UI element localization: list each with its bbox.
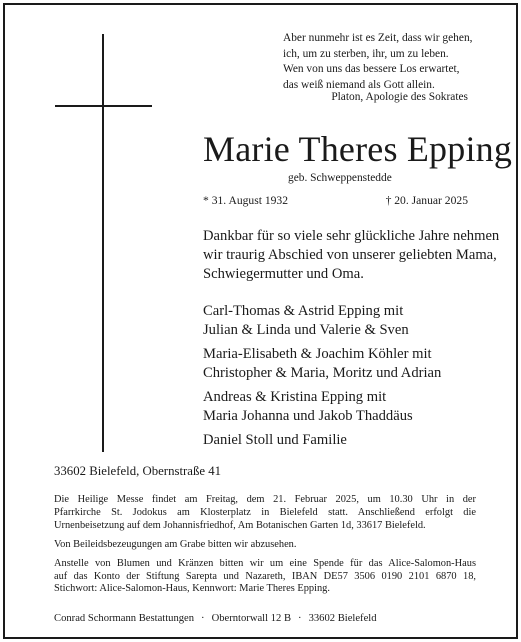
quote-line: Aber nunmehr ist es Zeit, dass wir gehen, [283,32,473,44]
quote-line: das weiß niemand als Gott allein. [283,78,435,91]
undertaker-company: Conrad Schormann Bestattungen [54,613,195,624]
death-date: † 20. Januar 2025 [385,194,468,207]
cross-horizontal-bar [55,105,152,107]
family-line: Daniel Stoll und Familie [203,432,347,448]
family-group [203,431,493,450]
family-line: Maria Johanna und Jakob Thaddäus [203,408,413,424]
undertaker-city: 33602 Bielefeld [308,613,377,624]
donation-line: Stichwort: Alice-Salomon-Haus, Kennwort: Marie Theres Epping. [54,583,330,595]
family-line: Christopher & Maria, Moritz und Adrian [203,365,442,381]
thanks-line: wir traurig Abschied von unserer geliebten Mama, [203,247,497,263]
birth-date: * 31. August 1932 [203,194,289,207]
family-group [203,345,493,383]
family-line: Andreas & Kristina Epping mit [203,389,387,405]
thanks-line: Schwiegermutter und Oma. [203,266,364,282]
family-line: Carl-Thomas & Astrid Epping mit [203,303,404,319]
mass-line: Urnenbeisetzung auf dem Johannisfriedhof, Am Botanischen Garten 1d, 33617 Bielefeld. [54,519,426,531]
birth-name: geb. Schweppenstedde [288,172,392,184]
thanks-line: Dankbar für so viele sehr glückliche Jahre nehmen [203,228,500,244]
obituary-card [3,3,518,639]
family-line: Julian & Linda und Valerie & Sven [203,322,409,338]
family-list [203,302,493,455]
donation-line: Anstelle von Blumen und Kränzen bitten wir um eine Spende für das Alice-Salomon-Haus [54,557,476,569]
undertaker-street: Oberntorwall 12 B [211,613,292,624]
condolence-paragraph [54,539,476,552]
family-line: Maria-Elisabeth & Joachim Köhler mit [203,346,432,362]
condolence-line: Von Beileidsbezeugungen am Grabe bitten wir abzusehen. [54,538,297,550]
undertaker-footer [54,613,377,624]
donation-line: auf das Konto der Stiftung Sarepta und Nazareth, IBAN DE57 3506 0190 2101 6870 18, [54,570,476,582]
mass-line: Pfarrkirche St. Jodokus am Klosterplatz in Bielefeld statt. Anschließend erfolgt die [54,506,476,518]
family-group [203,388,493,426]
mass-line: Die Heilige Messe findet am Freitag, dem 21. Februar 2025, um 10.30 Uhr in der [54,494,476,505]
quote [283,31,478,93]
service-info [54,494,476,602]
separator-dot: · [201,613,205,624]
quote-line: ich, um zu sterben, ihr, um zu leben. [283,47,449,60]
deceased-name: Marie Theres Epping [203,129,513,169]
separator-dot: · [298,613,302,624]
family-group [203,302,493,340]
donation-paragraph [54,558,476,597]
quote-line: Wen von uns das bessere Los erwartet, [283,63,460,75]
quote-source: Platon, Apologie des Sokrates [331,91,468,103]
thanks-text [203,227,500,284]
mass-paragraph [54,494,476,533]
cross-vertical-bar [102,34,104,452]
mourning-address: 33602 Bielefeld, Obernstraße 41 [54,464,222,478]
